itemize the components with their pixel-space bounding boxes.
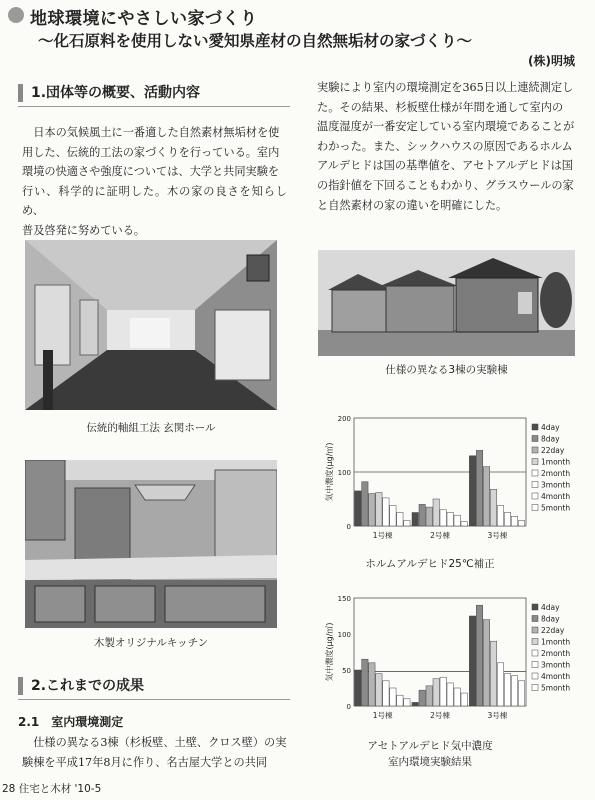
legend-label: 3month (541, 480, 571, 490)
bar (383, 681, 389, 706)
section2-line: 験棟を平成17年8月に作り、名古屋大学との共同 (22, 755, 268, 769)
bar (369, 663, 375, 706)
legend-swatch (532, 639, 538, 645)
bar (469, 616, 475, 706)
bar (504, 674, 510, 706)
legend-swatch (532, 505, 538, 511)
bar (497, 663, 503, 706)
y-tick-label: 100 (337, 469, 351, 477)
bar (362, 482, 368, 526)
bar (376, 674, 382, 706)
charts-caption: 室内環境実験結果 (388, 756, 472, 768)
kitchen-photo (25, 460, 277, 628)
bar (419, 690, 425, 706)
bar (362, 659, 368, 706)
legend-swatch (532, 436, 538, 442)
kitchen-caption: 木製オリジナルキッチン (93, 637, 209, 649)
x-tick-label: 3号棟 (487, 531, 508, 540)
bar (497, 505, 503, 526)
bar (518, 521, 524, 526)
legend-label: 3month (541, 660, 571, 670)
legend-label: 8day (541, 434, 560, 444)
legend-label: 22day (541, 626, 565, 635)
bar (397, 513, 403, 527)
bar (433, 499, 439, 526)
right-text-line: 実験により室内の環境測定を365日以上連続測定し (317, 81, 574, 94)
legend-label: 4month (541, 492, 571, 501)
bar (511, 676, 517, 706)
section1-line: 普及啓発に努めている。 (22, 223, 146, 237)
bar (469, 456, 475, 526)
bar (412, 513, 418, 527)
legend-swatch (532, 627, 538, 633)
bar (390, 688, 396, 706)
legend-swatch (532, 616, 538, 622)
legend-swatch (532, 604, 538, 610)
section1-body (22, 123, 287, 241)
bar (447, 683, 453, 706)
y-tick-label: 0 (346, 703, 351, 711)
bar (404, 699, 410, 706)
bar (483, 467, 489, 526)
right-text-line: アルデヒドは国の基準値を、アセトアルデヒドは国 (317, 159, 573, 173)
company-name: (株)明城 (528, 54, 575, 68)
right-column-body (317, 78, 585, 215)
section1-line: 行い、科学的に証明した。木の家の良さを知らしめ、 (22, 184, 287, 218)
chart1-title: ホルムアルデヒド25℃補正 (365, 558, 495, 570)
article-title: 地球環境にやさしい家づくり (30, 9, 258, 29)
bar (426, 507, 432, 526)
y-tick-label: 200 (337, 415, 351, 423)
section1-rule (18, 106, 290, 107)
y-tick-label: 150 (337, 595, 351, 603)
legend-label: 8day (541, 614, 560, 624)
chart-acetaldehyde (318, 590, 588, 740)
bar (376, 493, 382, 526)
entrance-hall-photo (25, 240, 277, 410)
section2-rule (18, 699, 290, 700)
bar (483, 620, 489, 706)
legend-swatch (532, 685, 538, 691)
bar (490, 641, 496, 706)
legend-label: 1month (541, 637, 571, 647)
chart-formaldehyde (318, 410, 588, 560)
x-tick-label: 3号棟 (487, 711, 508, 720)
legend-swatch (532, 447, 538, 453)
legend-swatch (532, 424, 538, 430)
y-tick-label: 50 (342, 667, 351, 675)
section1-heading: 1.団体等の概要、活動内容 (18, 84, 286, 102)
bar (490, 489, 496, 526)
legend-swatch (532, 650, 538, 656)
y-tick-label: 100 (337, 631, 351, 639)
legend-label: 4day (541, 423, 560, 432)
legend-label: 5month (541, 683, 571, 693)
experimental-houses-caption: 仕様の異なる3棟の実験棟 (385, 364, 508, 376)
legend-swatch (532, 482, 538, 488)
bar (518, 681, 524, 706)
title-bullet-icon (8, 7, 24, 23)
section1-line: 日本の気候風土に一番適した自然素材無垢材を使 (33, 126, 280, 139)
section2-body (22, 733, 290, 772)
right-text-line: 温度湿度が一番安定している室内環境であることが (317, 120, 575, 134)
x-tick-label: 1号棟 (372, 531, 393, 540)
legend-label: 4month (541, 672, 571, 681)
bar (454, 515, 460, 526)
bar (447, 513, 453, 527)
bar (433, 679, 439, 706)
legend-label: 4day (541, 603, 560, 612)
legend-swatch (532, 662, 538, 668)
right-text-line: と自然素材の家の違いを明確にした。 (317, 198, 508, 212)
bar (390, 505, 396, 526)
right-text-line: わかった。また、シックハウスの原因であるホルム (317, 139, 573, 153)
bar (404, 521, 410, 526)
section1-line: 環境の快適さや強度については、大学と共同実験を (22, 165, 280, 179)
y-axis-label: 気中濃度(μg/㎥) (325, 622, 334, 682)
section1-line: 用した、伝統的工法の家づくりを行っている。室内 (22, 145, 280, 159)
bar (511, 516, 517, 526)
legend-swatch (532, 673, 538, 679)
legend-swatch (532, 459, 538, 465)
legend-label: 2month (541, 469, 571, 478)
y-axis-label: 気中濃度(μg/㎥) (325, 442, 334, 502)
bar (461, 693, 467, 706)
experimental-houses-photo (318, 250, 575, 356)
x-tick-label: 2号棟 (430, 531, 450, 540)
x-tick-label: 2号棟 (430, 711, 450, 720)
bar (476, 450, 482, 526)
bar (412, 702, 418, 706)
legend-swatch (532, 470, 538, 476)
bar (369, 494, 375, 526)
bar (419, 504, 425, 526)
entrance-hall-caption: 伝統的軸組工法 玄関ホール (86, 422, 216, 434)
legend-swatch (532, 493, 538, 499)
chart2-title: アセトアルデヒド気中濃度 (367, 740, 493, 752)
y-tick-label: 0 (346, 523, 351, 531)
acetaldehyde-chart-svg (318, 590, 588, 740)
bar (461, 522, 467, 526)
bar (426, 686, 432, 706)
section2-subheading: 2.1 室内環境測定 (18, 715, 124, 729)
article-subtitle: ～化石原料を使用しない愛知県産材の自然無垢材の家づくり～ (38, 31, 473, 50)
section2-line: 仕様の異なる3棟（杉板壁、土壁、クロス壁）の実 (33, 736, 287, 749)
bar (454, 688, 460, 706)
bar (397, 695, 403, 706)
legend-label: 22day (541, 446, 565, 455)
legend-label: 5month (541, 503, 571, 513)
x-tick-label: 1号棟 (372, 711, 393, 720)
bar (476, 605, 482, 706)
bar (440, 510, 446, 526)
section2-heading: 2.これまでの成果 (18, 677, 286, 695)
bar (355, 670, 361, 706)
legend-label: 1month (541, 457, 571, 467)
page-footer: 28 住宅と木材 '10-5 (2, 783, 102, 795)
right-text-line: た。その結果、杉板壁仕様が年間を通して室内の (317, 100, 564, 114)
bar (383, 498, 389, 526)
bar (504, 513, 510, 527)
bar (355, 491, 361, 526)
formaldehyde-chart-svg (318, 410, 588, 560)
legend-label: 2month (541, 649, 571, 658)
bar (440, 677, 446, 706)
right-text-line: の指針値を下回ることもわかり、グラスウールの家 (317, 178, 574, 192)
